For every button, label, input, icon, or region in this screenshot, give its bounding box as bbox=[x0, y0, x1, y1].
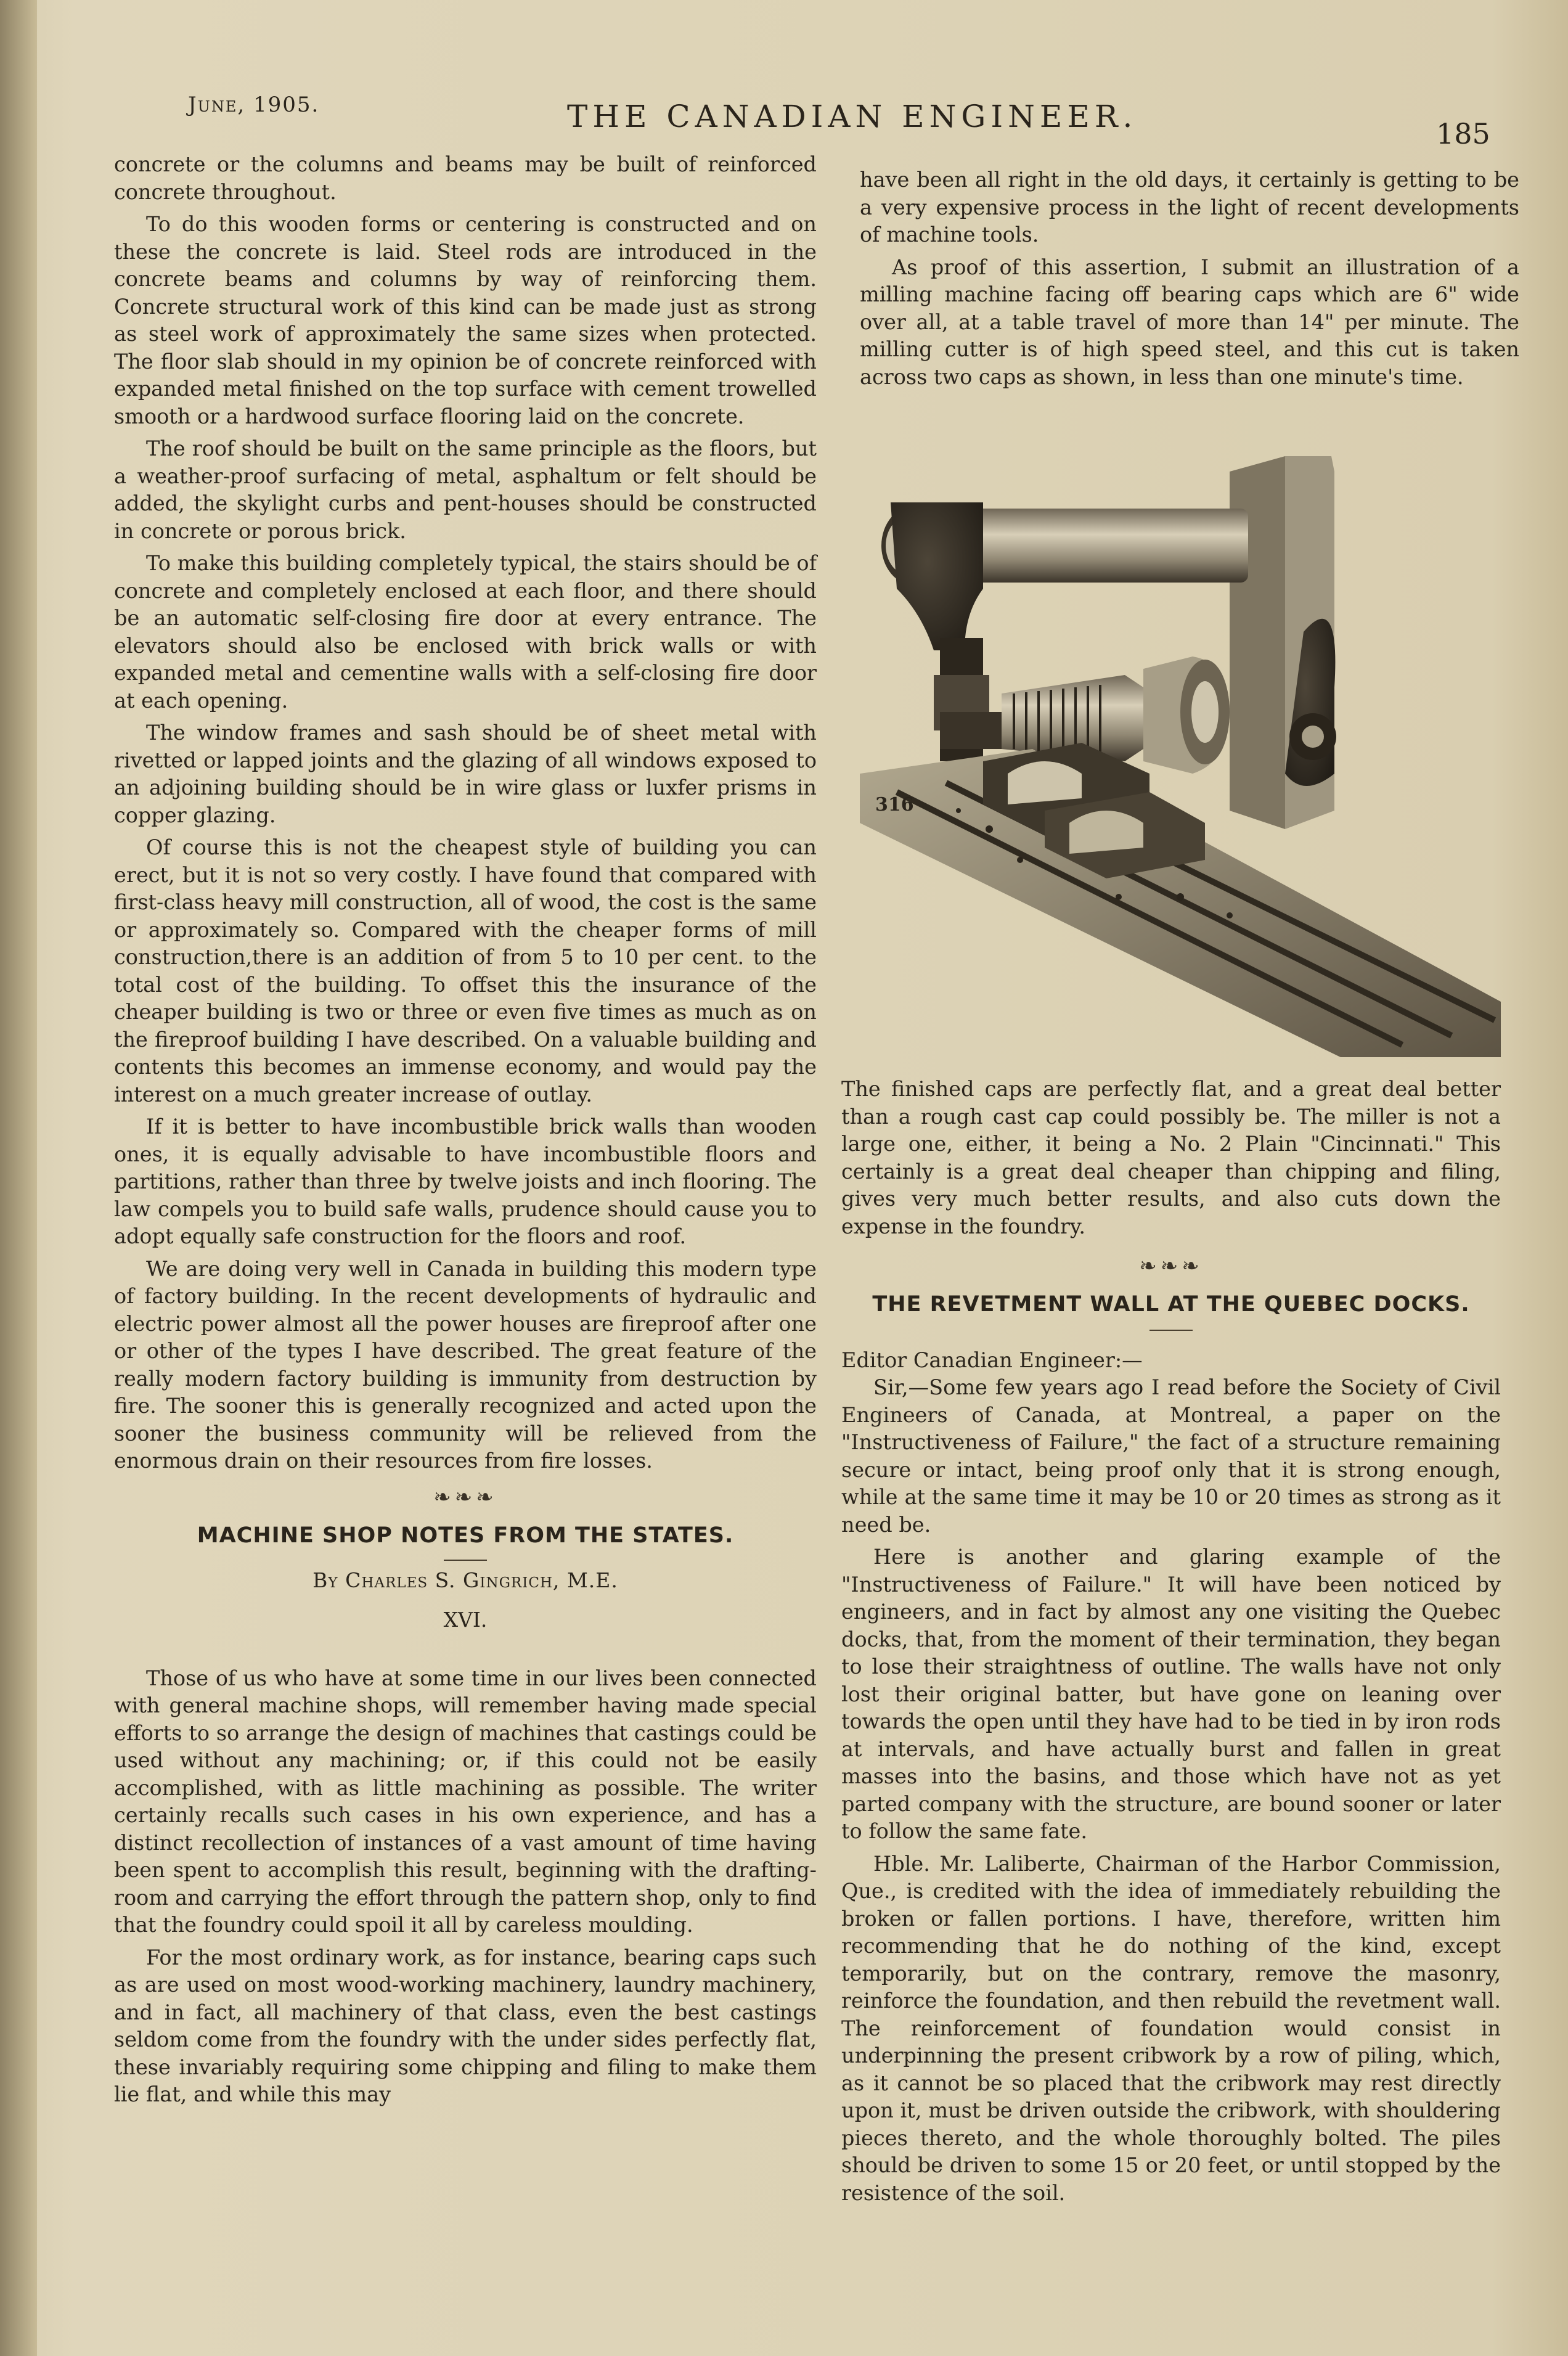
article-byline: By Charles S. Gingrich, M.E. bbox=[312, 1568, 618, 1592]
paragraph: To make this building completely typical, the stairs should be of concrete and completely enclosed at each floor, and there should be an automatic self-closing fire door at every entrance. The elevators should also be enclosed with brick walls or with expanded metal and cementine walls with a self-closing fire door at each opening. bbox=[114, 551, 817, 713]
paragraph: have been all right in the old days, it certainly is getting to be a very expensive process in the light of recent developments of machine tools. bbox=[860, 168, 1519, 247]
article-title-machine-shop: MACHINE SHOP NOTES FROM THE STATES. bbox=[197, 1523, 734, 1548]
paragraph: The finished caps are perfectly flat, and a great deal better than a rough cast cap could possibly be. The miller is not a large one, either, it being a No. 2 Plain "Cincinnati." This certainly is a great deal cheaper than chipping and filing, gives very much better results, and also cuts down the expense in the foundry. bbox=[841, 1077, 1501, 1238]
paragraph: To do this wooden forms or centering is constructed and on these the concrete is laid. Steel rods are introduced in the concrete beams and columns by way of reinforcing them. Concrete structural work of this kind can be made just as strong as steel work of approximately the same sizes when protected. The floor slab should in my opinion be of concrete reinforced with expanded metal finished on the top surface with cement trowelled smooth or a hardwood surface flooring laid on the concrete. bbox=[114, 212, 817, 428]
paragraph: The window frames and sash should be of sheet metal with rivetted or lapped joints and the glazing of all windows exposed to an adjoining building should be in wire glass or luxfer prisms in copper glazing. bbox=[114, 721, 817, 827]
paragraph: If it is better to have incombustible brick walls than wooden ones, it is equally advisable to have incombustible floors and partitions, rather than three by twelve joists and inch flooring. The law compels you to build safe walls, prudence should cause you to adopt equally safe construction for the floors and roof. bbox=[114, 1115, 817, 1248]
paragraph: Hble. Mr. Laliberte, Chairman of the Harbor Commission, Que., is credited with the idea of immediately rebuilding the broken or fallen portions. I have, therefore, written him recommending that he do nothing of the kind, except temporarily, but on the contrary, remove the masonry, reinforce the foundation, and then rebuild the revetment wall. The reinforcement of foundation would consist in underpinning the present cribwork by a row of piling, which, as it cannot be so placed that the cribwork may rest directly upon it, must be driven outside the cribwork, with shouldering pieces thereto, and the whole thoroughly bolted. The piles should be driven to some 15 or 20 feet, or until stopped by the resistence of the soil. bbox=[841, 1851, 1501, 2205]
paragraph: We are doing very well in Canada in building this modern type of factory building. In the recent developments of hydraulic and electric power almost all the power houses are fireproof after one or other of the types I have described. The great feature of the really modern factory building is immunity from destruction by fire. The sooner this is generally recognized and acted upon the sooner the business community will be relieved from the enormous drain on their resources from fire losses. bbox=[114, 1256, 817, 1473]
paragraph: Here is another and glaring example of the "Instructiveness of Failure." It will have been noticed by engineers, and in fact by almost any one visiting the Quebec docks, that, from the moment of their termination, they began to lose their straightness of outline. The walls have not only lost their original batter, but have gone on leaning over towards the open until they have had to be tied in by iron rods at intervals, and have actually burst and fallen in great masses into the basins, and those which have not as yet parted company with the structure, are bound sooner or later to follow the same fate. bbox=[841, 1545, 1501, 1843]
title-rule bbox=[444, 1560, 487, 1561]
section-ornament: ❧❧❧ bbox=[433, 1484, 497, 1510]
paragraph: As proof of this assertion, I submit an illustration of a milling machine facing off bearing caps which are 6" wide over all, at a table travel of more than 14" per minute. The milling cutter is of high speed steel, and this cut is taken across two caps as shown, in less than one minute's time. bbox=[860, 255, 1519, 389]
right-column-bottom bbox=[841, 1076, 1501, 2207]
article-title-revetment-wall: THE REVETMENT WALL AT THE QUEBEC DOCKS. bbox=[872, 1291, 1470, 1317]
salutation: Editor Canadian Engineer:— bbox=[841, 1348, 1143, 1372]
paragraph: For the most ordinary work, as for instance, bearing caps such as are used on most wood-working machinery, laundry machinery, and in fact, all machinery of that class, even the best castings seldom come from the foundry with the under sides perfectly flat, these invariably requiring some chipping and filing to make them lie flat, and while this may bbox=[114, 1945, 817, 2106]
left-column-building-article bbox=[114, 151, 817, 2109]
chapter-number: XVI. bbox=[443, 1608, 488, 1632]
paragraph: Of course this is not the cheapest style of building you can erect, but it is not so very costly. I have found that compared with first-class heavy mill construction, all of wood, the cost is the same or approximately so. Compared with the cheaper forms of mill construction,there is an addition of from 5 to 10 per cent. to the total cost of the building. To offset this the insurance of the cheaper building is two or three or even five times as much as on the fireproof building I have described. On a valuable building and contents this becomes an immense economy, and would pay the interest on a much greater increase of outlay. bbox=[114, 835, 817, 1106]
journal-title: THE CANADIAN ENGINEER. bbox=[567, 99, 1138, 134]
paragraph: Sir,—Some few years ago I read before the Society of Civil Engineers of Canada, at Montreal, a paper on the "Instructiveness of Failure," the fact of a structure remaining secure or intact, being proof only that it is strong enough, while at the same time it may be 10 or 20 times as strong as it need be. bbox=[841, 1375, 1501, 1537]
figure-number: 316 bbox=[875, 794, 914, 816]
paragraph: The roof should be built on the same principle as the floors, but a weather-proof surfacing of metal, asphaltum or felt should be added, the skylight curbs and pent-houses should be constructed in concrete or porous brick. bbox=[114, 436, 817, 543]
title-rule bbox=[1149, 1330, 1193, 1331]
page-number: 185 bbox=[1436, 117, 1490, 150]
page-header bbox=[0, 86, 1568, 154]
milling-machine-illustration bbox=[860, 428, 1513, 1060]
page-gutter-shadow bbox=[0, 0, 37, 2356]
right-column-top bbox=[860, 166, 1519, 391]
issue-date: June, 1905. bbox=[188, 92, 320, 117]
paragraph: Those of us who have at some time in our lives been connected with general machine shops, will remember having made special efforts to so arrange the design of machines that castings could be used without any machining; or, if this could not be easily accomplished, with as little machining as possible. The writer certainly recalls such cases in his own experience, and has a distinct recollection of instances of a vast amount of time having been spent to accomplish this result, beginning with the drafting-room and carrying the effort through the pattern shop, only to find that the foundry could spoil it all by careless moulding. bbox=[114, 1666, 817, 1937]
section-ornament: ❧❧❧ bbox=[1139, 1254, 1203, 1278]
paragraph: concrete or the columns and beams may be built of reinforced concrete throughout. bbox=[114, 152, 817, 204]
